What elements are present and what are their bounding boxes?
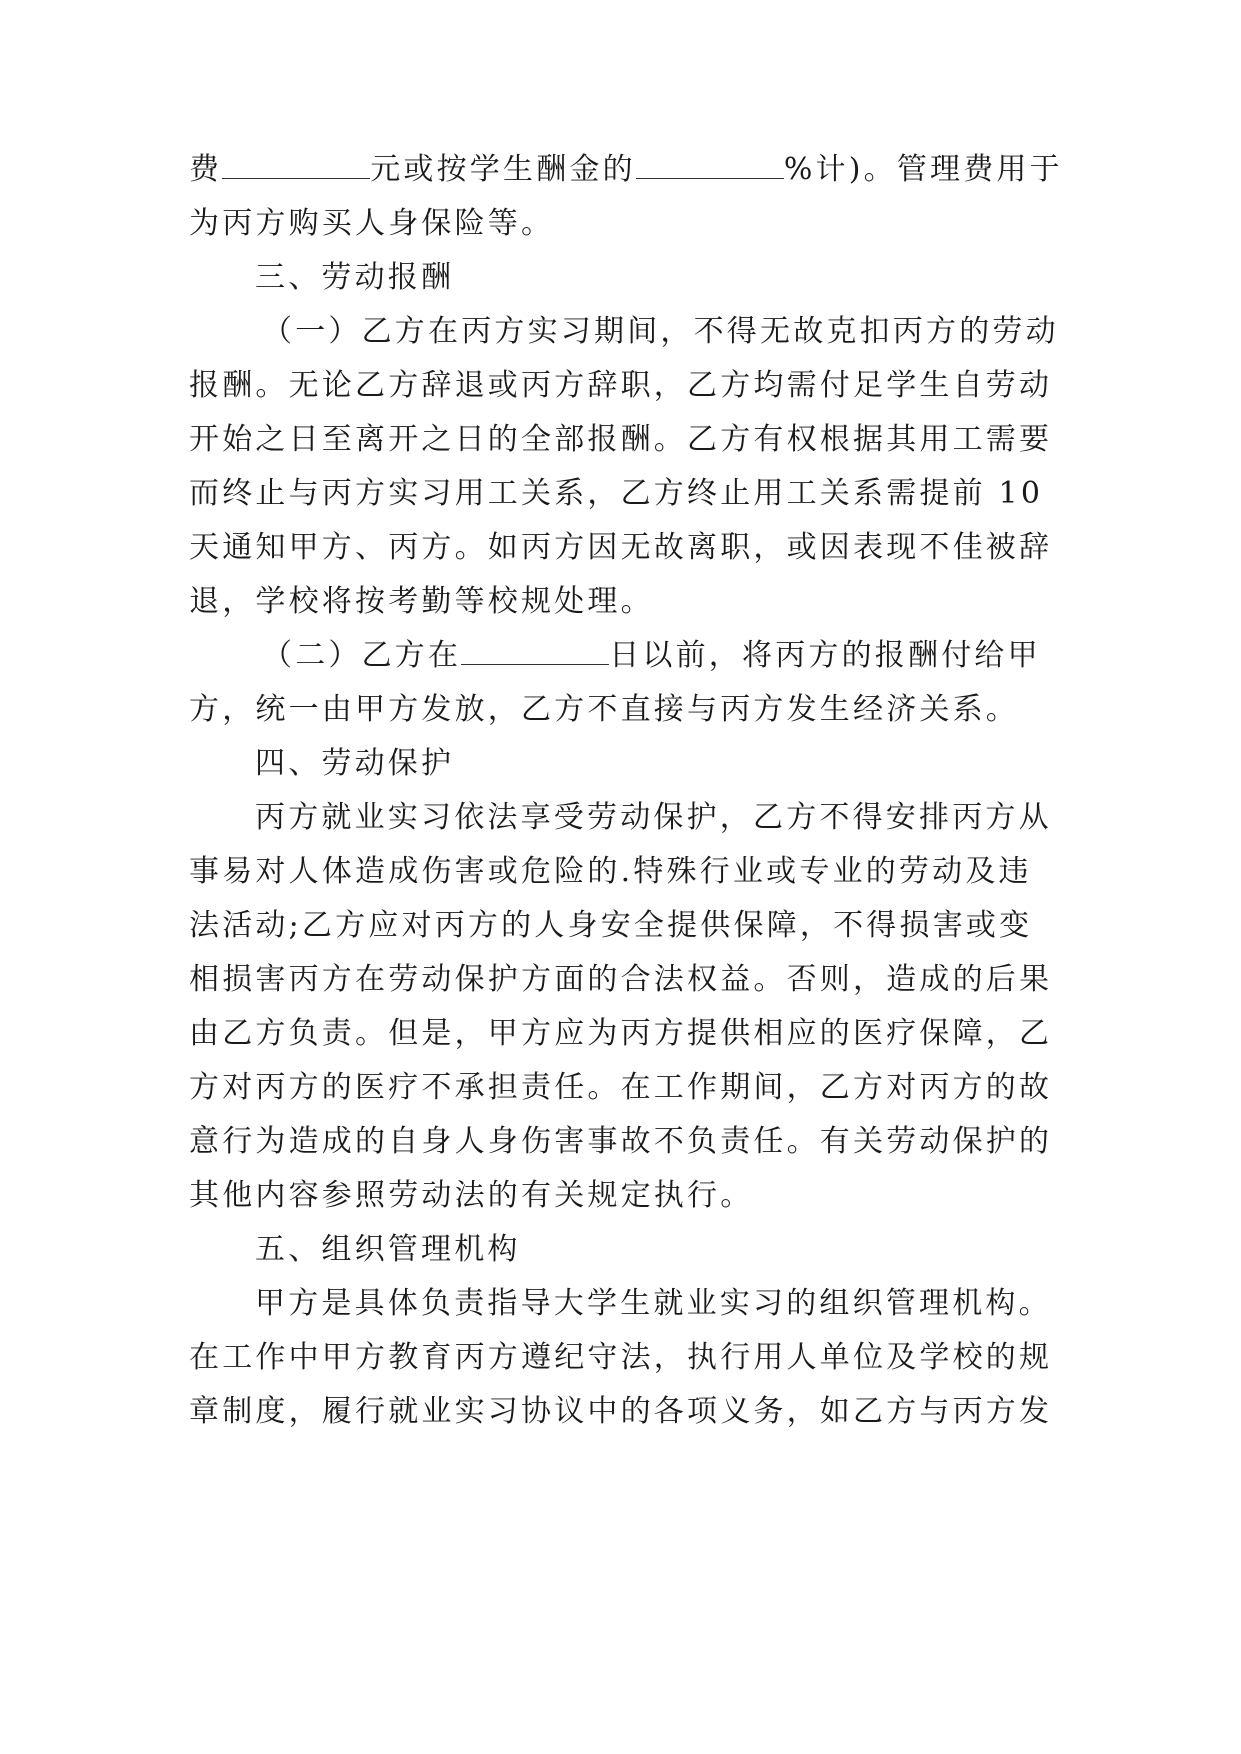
paragraph-line: 意行为造成的自身人身伤害事故不负责任。有关劳动保护的 [189,1124,1053,1159]
paragraph-line: 方，统一由甲方发放，乙方不直接与丙方发生经济关系。 [189,692,1019,727]
text-line-2: 为丙方购买人身保险等。 [189,206,555,241]
paragraph-line: 由乙方负责。但是，甲方应为丙方提供相应的医疗保障，乙 [189,1016,1053,1051]
paragraph-line: 报酬。无论乙方辞退或丙方辞职，乙方均需付足学生自劳动 [189,368,1053,403]
section-heading-4: 四、劳动保护 [255,746,455,781]
paragraph-line: 方对丙方的医疗不承担责任。在工作期间，乙方对丙方的故 [189,1070,1053,1105]
paragraph-line: （一）乙方在丙方实习期间，不得无故克扣丙方的劳动 [262,314,1059,349]
paragraph-line: 甲方是具体负责指导大学生就业实习的组织管理机构。 [255,1286,1052,1321]
text-fragment: 费 [189,152,223,187]
paragraph-line: 天通知甲方、丙方。如丙方因无故离职，或因表现不佳被辞 [189,530,1053,565]
paragraph-line: 开始之日至离开之日的全部报酬。乙方有权根据其用工需要 [189,422,1053,457]
paragraph-line: 退，学校将按考勤等校规处理。 [189,584,654,619]
fill-in-blank[interactable] [461,638,609,665]
text-fragment: %计)。管理费用于 [783,152,1063,187]
section-heading-3: 三、劳动报酬 [255,260,455,295]
paragraph-line: 其他内容参照劳动法的有关规定执行。 [189,1178,754,1213]
paragraph-line: 在工作中甲方教育丙方遵纪守法，执行用人单位及学校的规 [189,1340,1053,1375]
paragraph-line: 事易对人体造成伤害或危险的.特殊行业或专业的劳动及违 [189,854,1032,889]
text-fragment: 日以前，将丙方的报酬付给甲 [609,638,1041,673]
paragraph-line: 丙方就业实习依法享受劳动保护，乙方不得安排丙方从 [255,800,1052,835]
section-heading-5: 五、组织管理机构 [255,1232,521,1267]
fill-in-blank[interactable] [636,152,784,179]
text-fragment: （二）乙方在 [262,638,462,673]
text-line-1 [189,150,1063,190]
paragraph-line: 相损害丙方在劳动保护方面的合法权益。否则，造成的后果 [189,962,1053,997]
paragraph-line: 章制度，履行就业实习协议中的各项义务，如乙方与丙方发 [189,1394,1053,1429]
paragraph-line: 而终止与丙方实习用工关系，乙方终止用工关系需提前 10 [189,476,1044,511]
text-fragment: 元或按学生酬金的 [370,152,636,187]
fill-in-blank[interactable] [222,152,370,179]
paragraph-line [262,636,1041,676]
paragraph-line: 法活动;乙方应对丙方的人身安全提供保障，不得损害或变 [189,908,1033,943]
